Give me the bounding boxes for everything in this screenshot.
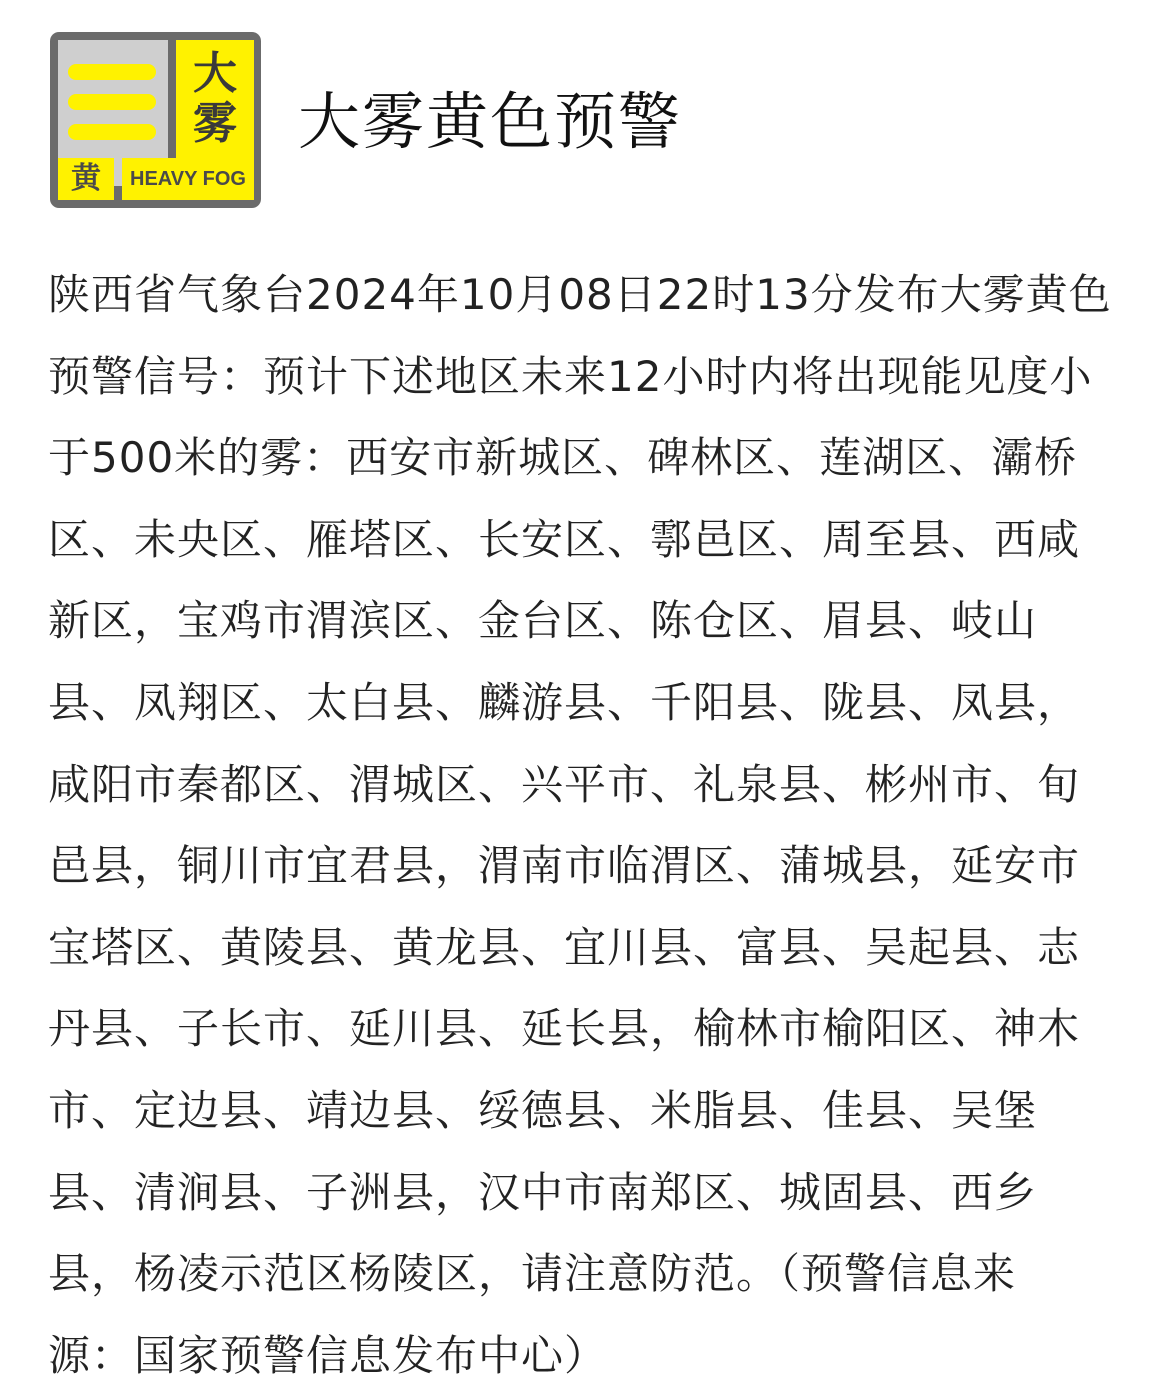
- body-line: 新区，宝鸡市渭滨区、金台区、陈仓区、眉县、岐山: [48, 596, 1038, 646]
- body-line: 咸阳市秦都区、渭城区、兴平市、礼泉县、彬州市、旬: [48, 759, 1081, 809]
- body-line: 邑县，铜川市宜君县，渭南市临渭区、蒲城县，延安市: [48, 841, 1081, 891]
- badge-english-label: HEAVY FOG: [122, 158, 254, 200]
- body-line: 县、清涧县、子洲县，汉中市南郑区、城固县、西乡: [48, 1167, 1038, 1217]
- body-line: 陕西省气象台2024年10月08日22时13分发布大雾黄色: [48, 270, 1112, 319]
- body-line: 于500米的雾：西安市新城区、碑林区、莲湖区、灞桥: [48, 433, 1078, 483]
- body-line: 宝塔区、黄陵县、黄龙县、宜川县、富县、吴起县、志: [48, 922, 1081, 972]
- body-line: 区、未央区、雁塔区、长安区、鄠邑区、周至县、西咸: [48, 514, 1081, 564]
- badge-level-label: 黄: [58, 158, 114, 200]
- warning-header: [50, 32, 1130, 210]
- badge-bar: [68, 124, 156, 140]
- body-line: 源：国家预警信息发布中心）: [48, 1330, 608, 1380]
- body-line: 市、定边县、靖边县、绥德县、米脂县、佳县、吴堡: [48, 1085, 1038, 1135]
- body-line: 丹县、子长市、延川县、延长县，榆林市榆阳区、神木: [48, 1004, 1081, 1054]
- badge-type-char-1: 大: [193, 48, 237, 99]
- badge-bar: [68, 64, 156, 80]
- page-title: 大雾黄色预警: [298, 85, 683, 158]
- body-line: 县，杨凌示范区杨陵区，请注意防范。（预警信息来: [48, 1249, 1017, 1299]
- body-line: 预警信号：预计下述地区未来12小时内将出现能见度小: [48, 351, 1093, 401]
- heavy-fog-warning-icon: [50, 32, 261, 208]
- badge-bar: [68, 94, 156, 110]
- badge-type-char-2: 雾: [193, 98, 237, 149]
- body-line: 县、凤翔区、太白县、麟游县、千阳县、陇县、凤县，: [48, 677, 1081, 727]
- warning-body-text: [48, 254, 1138, 1396]
- badge-type-panel: [176, 40, 254, 158]
